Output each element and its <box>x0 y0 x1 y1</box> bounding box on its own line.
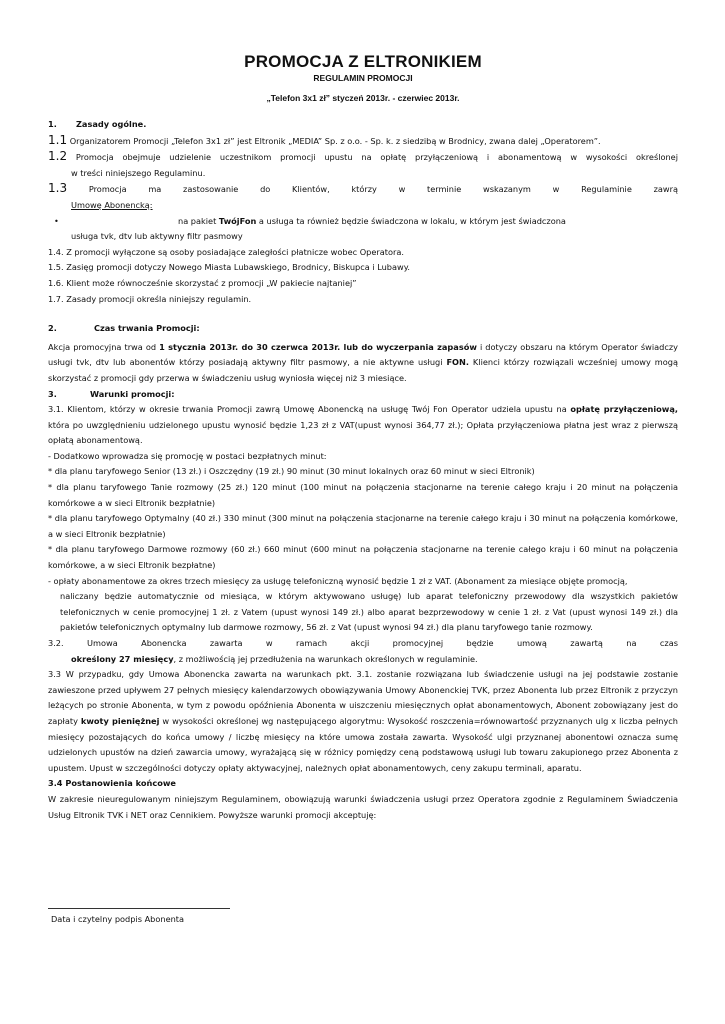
paragraph-3-2-cont <box>48 652 678 668</box>
plan-item: * dla planu taryfowego Tanie rozmowy (25 zł.) 120 minut (100 minut na połączenia stacjonarne na terenie całego kraju i 20 minut na połączenia komórkowe a w sieci Eltronik bezpłatnie) <box>48 482 678 508</box>
bold-text: 1 stycznia 2013r. do 30 czerwca 2013r. lub do wyczerpania zapasów <box>159 341 477 352</box>
fees-paragraph: - opłaty abonamentowe za okres trzech miesięcy za usługę telefoniczną wynosić będzie 1 zł z VAT. (Abonament za miesiące objęte promocją, <box>48 575 628 586</box>
document-title: PROMOCJA Z ELTRONIKIEM <box>244 52 482 71</box>
bullet-text: na pakiet <box>178 215 217 226</box>
plan-item: * dla planu taryfowego Optymalny (40 zł.) 330 minut (300 minut na połączenia stacjonarne na terenie całego kraju i 30 minut na połączenia komórkowe, a w sieci Eltronik bezpłatnie) <box>48 513 678 539</box>
bullet-item <box>48 214 678 230</box>
section-number: 1. <box>48 119 57 129</box>
paragraph-3-3 <box>48 667 678 776</box>
bullet-icon: • <box>54 215 59 226</box>
extra-minutes-intro: - Dodatkowo wprowadza się promocję w postaci bezpłatnych minut: <box>48 450 327 461</box>
paragraph-number: 1.3 <box>48 181 68 196</box>
section-title: Warunki promocji: <box>90 388 175 399</box>
bold-text: FON. <box>446 357 469 368</box>
bullet-continuation: usługa tvk, dtv lub aktywny filtr pasmowy <box>71 231 243 242</box>
paragraph-1-2-cont: w treści niniejszego Regulaminu. <box>71 167 206 178</box>
paragraph-1-2 <box>48 149 678 166</box>
section-title: Zasady ogólne. <box>76 119 147 129</box>
section-1-heading <box>48 117 678 133</box>
bold-text: określony 27 miesięcy <box>71 653 174 664</box>
promotion-period: „Telefon 3x1 zł” styczeń 2013r. - czerwiec 2013r. <box>266 93 460 103</box>
paragraph-3-4: W zakresie nieuregulowanym niniejszym Regulaminem, obowiązują warunki świadczenia usługi przez Operatora zgodnie z Regulaminem Świadczenia Usług Eltronik TVK i NET oraz Cennikiem. Powyższe warunki promocji akceptuję: <box>48 793 678 820</box>
paragraph-2 <box>48 340 678 387</box>
text: 3.3 W przypadku, gdy Umowa Abonencka zawarta na warunkach pkt. 3.1. zostanie rozwiązana lub świadczenie usługi na jej podstawie zostanie zawieszone przed upływem 27 pełnych miesięcy kalendarzowych obowiązywania Umowy Abonenckiej TVK, przez Abonenta lub przez Eltronik z przyczyn leżących po stronie Abonenta, w tym z powodu opóźnienia Abonenta w uiszczeniu miesięcznych opłat abonamentowych, Abonent zobowiązany jest do zapłaty <box>48 669 678 726</box>
paragraph-1-6: 1.6. Klient może równocześnie skorzystać z promocji „W pakiecie najtaniej” <box>48 277 357 288</box>
paragraph-1-4: 1.4. Z promocji wyłączone są osoby posiadające zaległości płatnicze wobec Operatora. <box>48 246 404 257</box>
section-number: 3. <box>48 388 57 399</box>
underlined-text: Umowę Abonencką: <box>71 199 153 210</box>
text: i dotyczy obszaru na którym Operator świadczy usługi tvk, dtv lub abonentów którzy posiadają aktywny filtr pasmowy, a nie aktywne usługi <box>48 341 679 368</box>
bullet-text-2: a usługa ta również będzie świadczona w lokalu, w którym jest świadczona <box>258 215 566 226</box>
section-3-heading <box>48 387 678 403</box>
document-subtitle: REGULAMIN PROMOCJI <box>313 73 413 83</box>
text: 3.1. Klientom, którzy w okresie trwania Promocji zawrą Umowę Abonencką na usługę Twój Fon Operator udziela upustu na <box>48 404 571 415</box>
paragraph-1-3 <box>48 181 678 198</box>
paragraph-number: 1.2 <box>48 149 68 164</box>
paragraph-text: Promocja ma zastosowanie do Klientów, którzy w terminie wskazanym w Regulaminie zawrą <box>88 184 678 195</box>
signature-line <box>48 908 230 909</box>
paragraph-1-5: 1.5. Zasięg promocji dotyczy Nowego Miasta Lubawskiego, Brodnicy, Biskupca i Lubawy. <box>48 262 410 273</box>
text: która po uwzględnieniu udzielonego upustu wynosić będzie 1,23 zł z VAT(upust wynosi 364,77 zł.); Opłata przyłączeniowa płatna jest wraz z pierwszą opłatą abonamentową. <box>48 419 678 446</box>
paragraph-text: Organizatorem Promocji „Telefon 3x1 zł” jest Eltronik „MEDIA” Sp. z o.o. - Sp. k. z siedzibą w Brodnicy, zwana dalej „Operatorem”. <box>69 135 601 146</box>
section-3-4-heading: 3.4 Postanowienia końcowe <box>48 778 176 789</box>
section-number: 2. <box>48 323 57 334</box>
text: , z możliwością jej przedłużenia na warunkach określonych w regulaminie. <box>173 653 478 664</box>
text: w wysokości określonej wg następującego algorytmu: Wysokość roszczenia=równowartość przyznanych ulg x liczba pełnych miesięcy pozostających do końca umowy / liczbę miesięcy na które umowa została zawarta. Wysokość ulgi przyznanej abonentowi oznacza sumę udzielonych upustów na dzień zawarcia umowy, wyrażającą się w różnicy pomiędzy ceną podstawową usługi lub towaru zakupionego przez Abonenta z upustem. Upust w szczególności dotyczy opłaty aktywacyjnej, należnych opłat abonamentowych, ceny zakupu terminali, aparatu. <box>48 715 678 773</box>
paragraph-1-7: 1.7. Zasady promocji określa niniejszy regulamin. <box>48 293 252 304</box>
fees-paragraph-cont: naliczany będzie automatycznie od miesiąca, w którym aktywowano usługę) lub aparat telefoniczny przewodowy dla wszystkich pakietów telefonicznych w cenie promocyjnej 1 zł. z Vatem (upust wynosi 149 zł.) albo aparat bezprzewodowy w cenie 1 zł. z Vat (upust wynosi 149 zł.) dla pakietów telefonicznych optymalny lub darmowe rozmowy, 56 zł. z Vat (upust wynosi 94 zł.) dla planu taryfowego tanie rozmowy. <box>60 591 678 633</box>
paragraph-3-1 <box>48 402 678 449</box>
section-2-heading <box>48 321 678 337</box>
text: Klienci którzy rozwiązali wcześniej umowy mogą skorzystać z promocji gdy przerwa w świadczeniu usług wyniosła więcej niż 3 miesiące. <box>48 357 678 383</box>
document-page <box>48 52 678 823</box>
text: Akcja promocyjna trwa od <box>48 341 160 352</box>
signature-label: Data i czytelny podpis Abonenta <box>51 914 185 924</box>
paragraph-3-2: 3.2. Umowa Abonencka zawarta w ramach akcji promocyjnej będzie umową zawartą na czas <box>48 638 678 648</box>
paragraph-number: 1.1 <box>48 132 68 147</box>
section-title: Czas trwania Promocji: <box>94 323 200 334</box>
paragraph-text: Promocja obejmuje udzielenie uczestnikom promocji upustu na opłatę przyłączeniową i abonamentową w wysokości określonej <box>75 152 678 163</box>
paragraph-1-1 <box>48 133 678 150</box>
bold-text: kwoty pieniężnej <box>80 715 160 726</box>
plan-item: * dla planu taryfowego Darmowe rozmowy (60 zł.) 660 minut (600 minut na połączenia stacjonarne na terenie całego kraju i 60 minut na połączenia komórkowe, a w sieci Eltronik bezpłatne) <box>48 544 678 571</box>
plan-item: * dla planu taryfowego Senior (13 zł.) i Oszczędny (19 zł.) 90 minut (30 minut lokalnych oraz 60 minut w sieci Eltronik) <box>48 466 535 477</box>
bold-text: opłatę przyłączeniową, <box>570 404 678 415</box>
paragraph-1-3-cont <box>48 198 678 214</box>
bullet-bold: TwójFon <box>218 215 257 226</box>
